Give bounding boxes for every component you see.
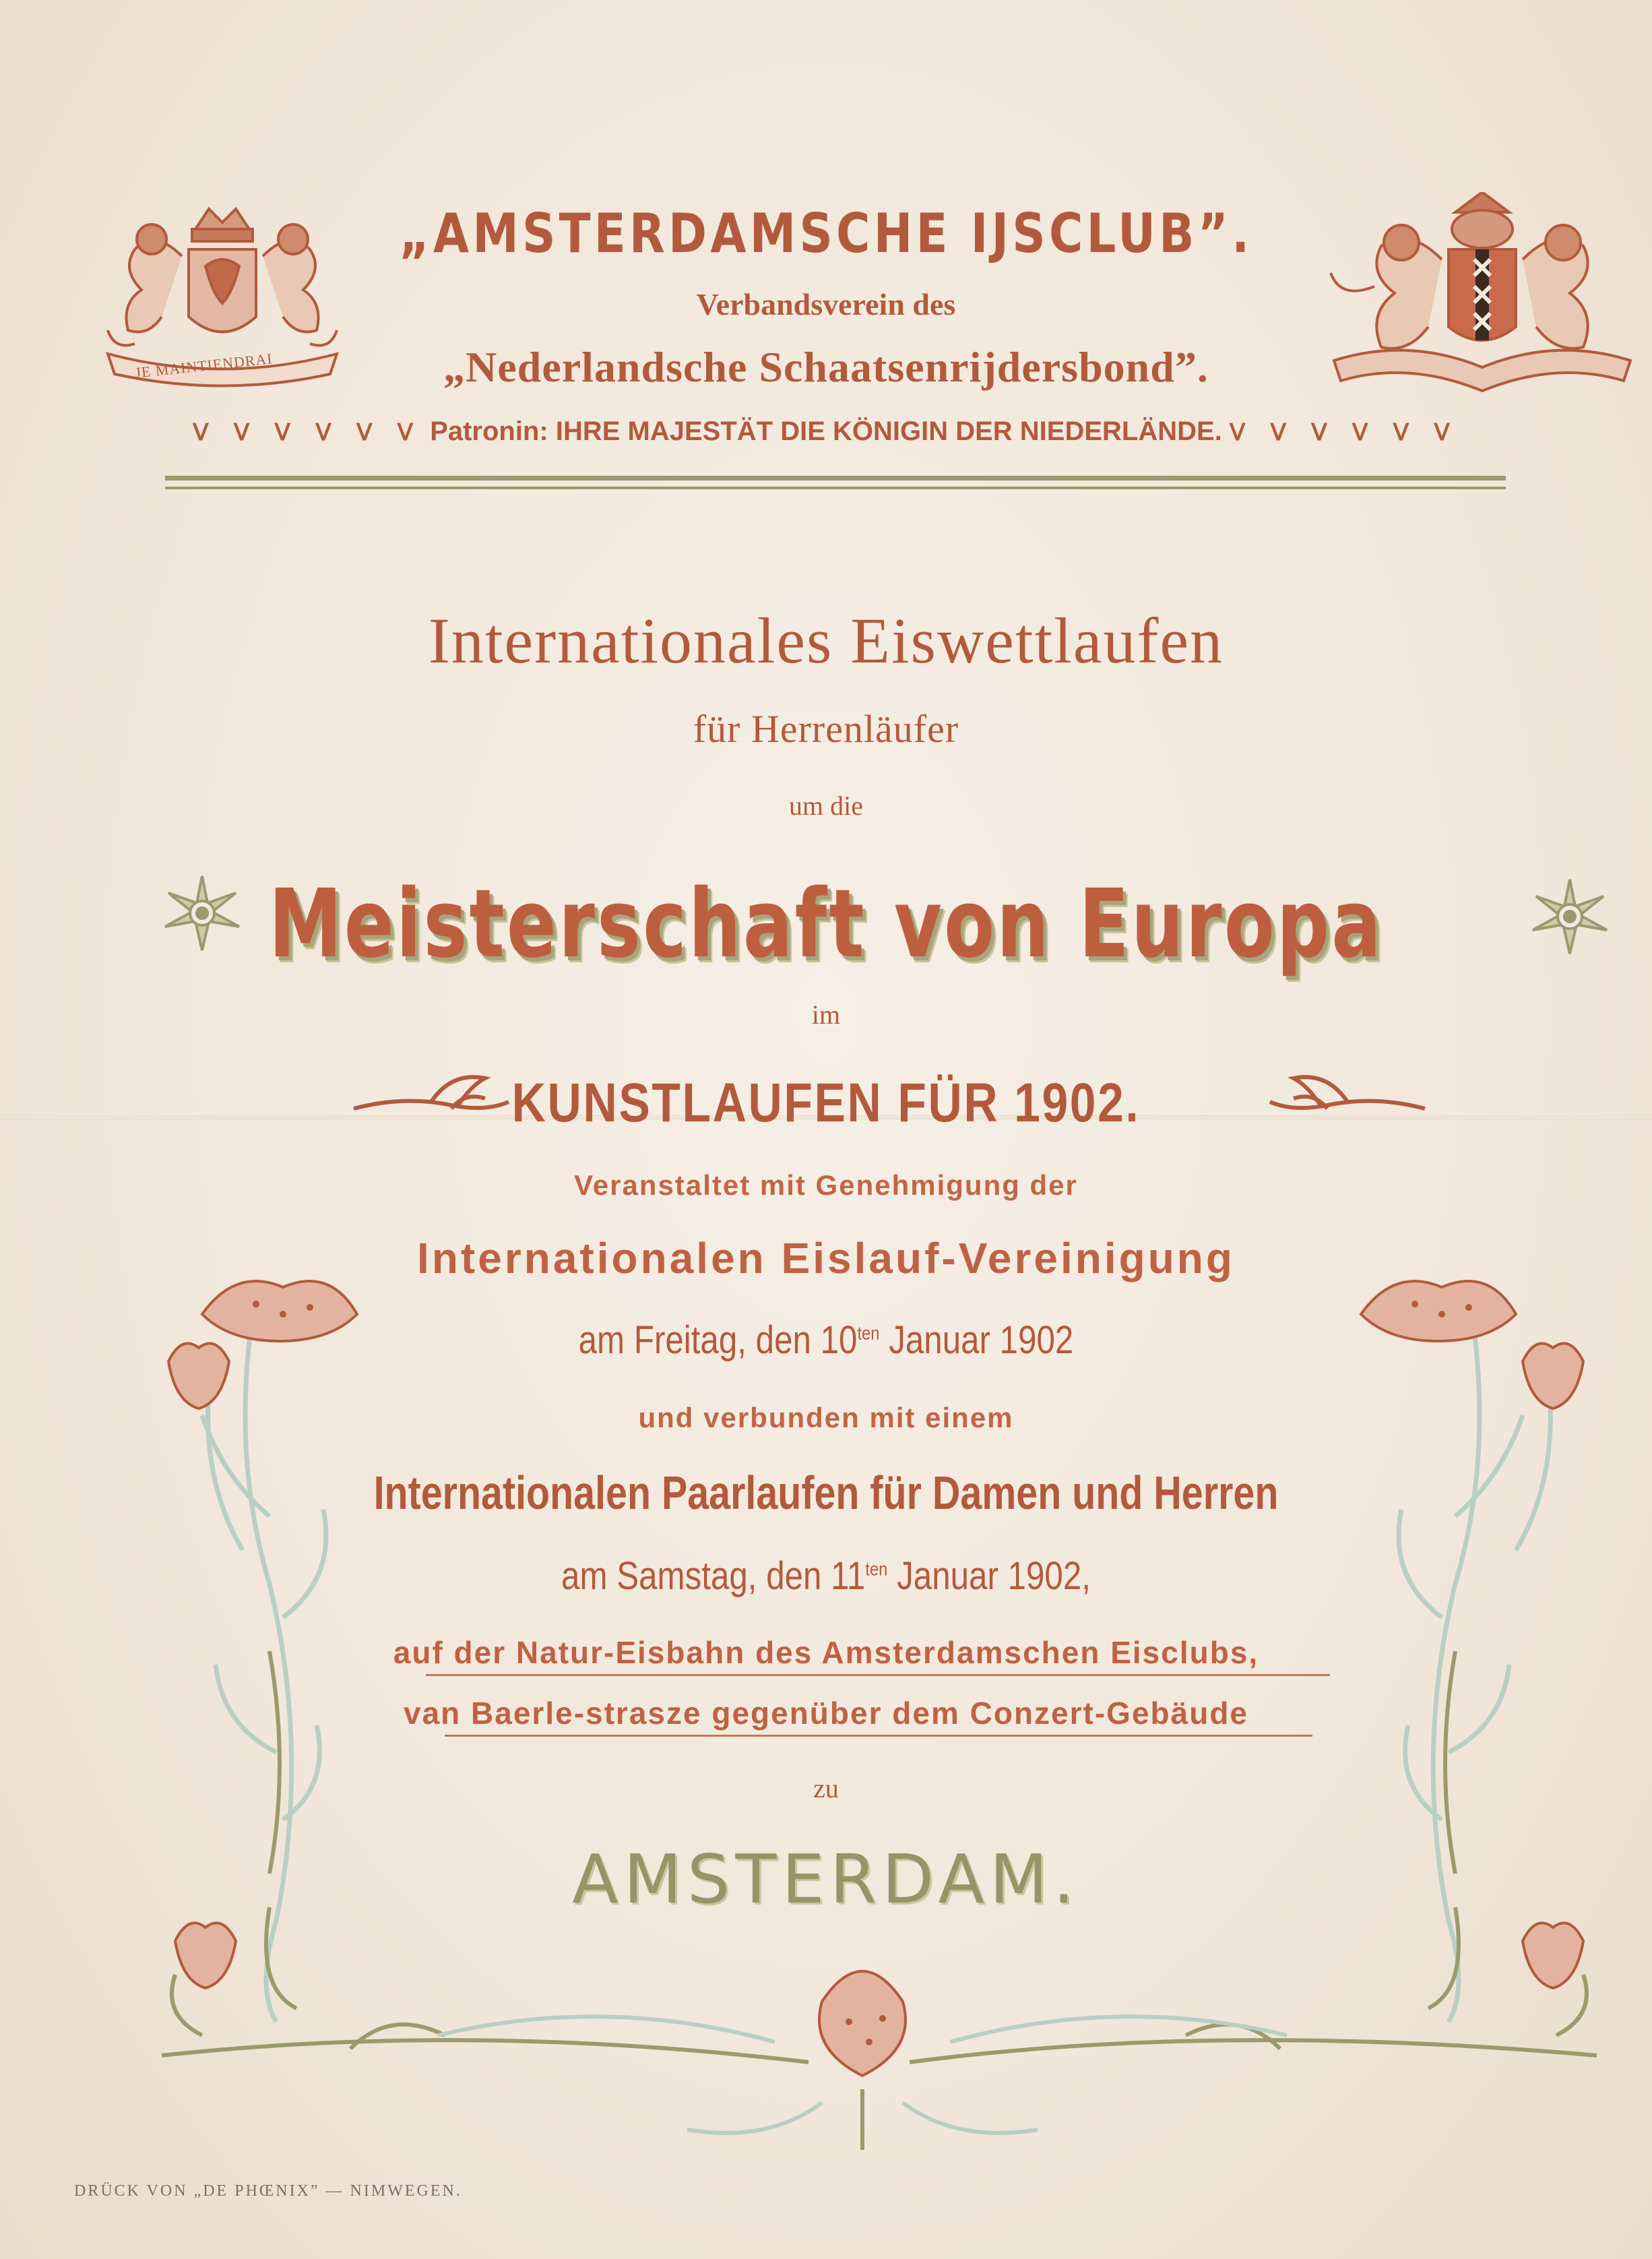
event-title: Internationales Eiswettlaufen: [428, 605, 1224, 677]
im-line: im: [811, 999, 841, 1030]
crest-motto: JE MAINTIENDRAI: [134, 350, 274, 381]
club-name: „AMSTERDAMSCHE IJSCLUB”.: [399, 202, 1253, 265]
friday-date: am Freitag, den $10^{ten}$ Januar 1902: [578, 1318, 1074, 1362]
combined-with-line: und verbunden mit einem: [638, 1402, 1014, 1433]
discipline-title: KUNSTLAUFEN FÜR 1902.: [511, 1072, 1141, 1134]
event-category: für Herrenläufer: [693, 707, 959, 751]
street-line: van Baerle-strasze gegenüber dem Conzert-Gebäude: [404, 1696, 1248, 1731]
city-title: AMSTERDAM.: [572, 1840, 1080, 1919]
pairs-event-title: Internationalen Paarlaufen für Damen und Herren: [373, 1466, 1279, 1519]
ornament-left: ᐯ ᐯ ᐯ ᐯ ᐯ ᐯ: [193, 420, 423, 445]
verbandsverein-line: Verbandsverein des: [696, 287, 956, 321]
venue-line: auf der Natur-Eisbahn des Amsterdamschen Eisclubs,: [393, 1635, 1259, 1670]
isu-name: Internationalen Eislauf-Vereinigung: [417, 1234, 1235, 1282]
zu-line: zu: [813, 1773, 839, 1803]
federation-name: „Nederlandsche Schaatsenrijdersbond”.: [443, 343, 1209, 391]
organized-by-line: Veranstaltet mit Genehmigung der: [574, 1169, 1078, 1201]
printer-credit: DRÜCK VON „DE PHŒNIX” — NIMWEGEN.: [74, 2182, 462, 2200]
patronage-text: Patronin: IHRE MAJESTÄT DIE KÖNIGIN DER NIEDERLÄNDE.: [430, 416, 1222, 446]
um-die-line: um die: [789, 791, 863, 821]
ornament-right: ᐯ ᐯ ᐯ ᐯ ᐯ ᐯ: [1229, 420, 1459, 445]
championship-title: Meisterschaft von Europa: [268, 869, 1384, 979]
saturday-date: am Samstag, den $11^{ten}$ Januar 1902,: [561, 1554, 1091, 1598]
